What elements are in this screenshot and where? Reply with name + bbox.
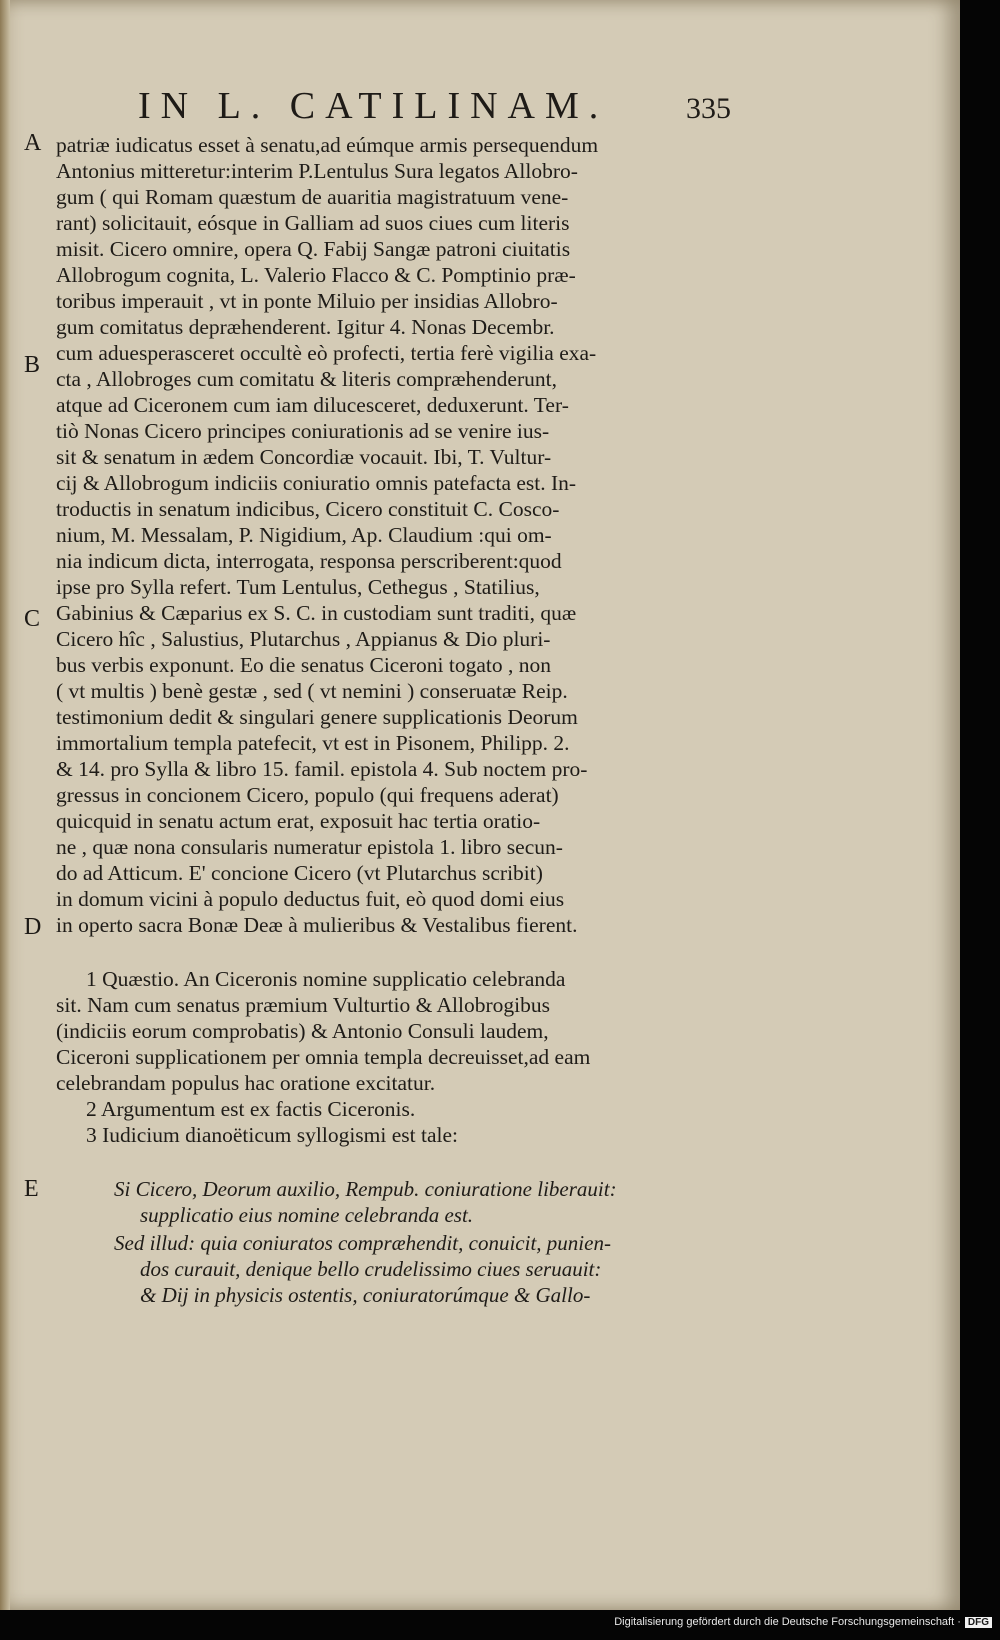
- body-line: ( vt multis ) benè gestæ , sed ( vt nemini ) conseruatæ Reip.: [56, 679, 568, 703]
- body-line: cij & Allobrogum indiciis coniuratio omnis patefacta est. In-: [56, 471, 577, 495]
- body-line: testimonium dedit & singulari genere supplicationis Deorum: [56, 705, 578, 729]
- question-line: 3 Iudicium dianoëticum syllogismi est tale:: [86, 1123, 459, 1147]
- page-edge: [0, 0, 10, 1610]
- body-line: nia indicum dicta, interrogata, responsa perscriberent:quod: [56, 549, 562, 573]
- question-line: (indiciis eorum comprobatis) & Antonio Consuli laudem,: [56, 1019, 549, 1043]
- body-line: & 14. pro Sylla & libro 15. famil. epistola 4. Sub noctem pro-: [56, 757, 588, 781]
- margin-letter-d: D: [24, 914, 42, 940]
- body-line: tiò Nonas Cicero principes coniurationis ad se venire ius-: [56, 419, 550, 443]
- margin-letter-b: B: [24, 352, 41, 378]
- body-line: Allobrogum cognita, L. Valerio Flacco & C. Pomptinio præ-: [56, 263, 576, 287]
- body-line: cta , Allobroges cum comitatu & literis compræhenderunt,: [56, 367, 557, 391]
- body-line: nium, M. Messalam, P. Nigidium, Ap. Claudium :qui om-: [56, 523, 552, 547]
- syllogism-line: Sed illud: quia coniuratos compræhendit, conuicit, punien-: [114, 1231, 611, 1255]
- running-title: IN L. CATILINAM.: [138, 85, 609, 127]
- body-line: bus verbis exponunt. Eo die senatus Ciceroni togato , non: [56, 653, 552, 677]
- body-line: gum comitatus depræhenderent. Igitur 4. Nonas Decembr.: [56, 315, 555, 339]
- margin-letter-a: A: [24, 130, 42, 156]
- syllogism-line: Si Cicero, Deorum auxilio, Rempub. coniuratione liberauit:: [114, 1177, 617, 1201]
- body-line: gressus in concionem Cicero, populo (qui frequens aderat): [56, 783, 559, 807]
- body-line: cum aduesperasceret occultè eò profecti, tertia ferè vigilia exa-: [56, 341, 597, 365]
- body-line: Gabinius & Cæparius ex S. C. in custodiam sunt traditi, quæ: [56, 601, 577, 625]
- question-line: Ciceroni supplicationem per omnia templa decreuisset,ad eam: [56, 1045, 591, 1069]
- page-number: 335: [686, 92, 731, 125]
- body-line: rant) solicitauit, eósque in Galliam ad suos ciues cum literis: [56, 211, 570, 235]
- body-line: atque ad Ciceronem cum iam dilucesceret, deduxerunt. Ter-: [56, 393, 569, 417]
- syllogism-line: & Dij in physicis ostentis, coniuratorúmque & Gallo-: [140, 1283, 591, 1307]
- dfg-logo: DFG: [965, 1617, 992, 1628]
- body-line: troductis in senatum indicibus, Cicero constituit C. Cosco-: [56, 497, 560, 521]
- body-line: do ad Atticum. E' concione Cicero (vt Plutarchus scribit): [56, 861, 543, 885]
- body-line: sit & senatum in ædem Concordiæ vocauit. Ibi, T. Vultur-: [56, 445, 552, 469]
- body-line: Antonius mitteretur:interim P.Lentulus Sura legatos Allobro-: [56, 159, 578, 183]
- digitization-footer: [614, 1616, 992, 1628]
- body-line: immortalium templa patefecit, vt est in Pisonem, Philipp. 2.: [56, 731, 570, 755]
- body-line: in operto sacra Bonæ Deæ à mulieribus & Vestalibus fierent.: [56, 913, 578, 937]
- body-line: ne , quæ nona consularis numeratur epistola 1. libro secun-: [56, 835, 563, 859]
- body-line: quicquid in senatu actum erat, exposuit hac tertia oratio-: [56, 809, 541, 833]
- syllogism-line: dos curauit, denique bello crudelissimo ciues seruauit:: [140, 1257, 602, 1281]
- question-line: sit. Nam cum senatus præmium Vulturtio & Allobrogibus: [56, 993, 550, 1017]
- body-line: ipse pro Sylla refert. Tum Lentulus, Cethegus , Statilius,: [56, 575, 540, 599]
- body-line: Cicero hîc , Salustius, Plutarchus , Appianus & Dio pluri-: [56, 627, 551, 651]
- body-line: patriæ iudicatus esset à senatu,ad eúmque armis persequendum: [56, 133, 599, 157]
- margin-letter-c: C: [24, 606, 41, 632]
- body-line: misit. Cicero omnire, opera Q. Fabij Sangæ patroni ciuitatis: [56, 237, 571, 261]
- syllogism-line: supplicatio eius nomine celebranda est.: [140, 1203, 474, 1227]
- margin-letter-e: E: [24, 1176, 39, 1202]
- body-line: in domum vicini à populo deductus fuit, eò quod domi eius: [56, 887, 565, 911]
- question-line: 2 Argumentum est ex factis Ciceronis.: [86, 1097, 416, 1121]
- question-line: 1 Quæstio. An Ciceronis nomine supplicatio celebranda: [86, 967, 566, 991]
- body-line: gum ( qui Romam quæstum de auaritia magistratuum vene-: [56, 185, 569, 209]
- footer-text: Digitalisierung gefördert durch die Deutsche Forschungsgemeinschaft ·: [614, 1616, 961, 1628]
- body-line: toribus imperauit , vt in ponte Miluio per insidias Allobro-: [56, 289, 558, 313]
- question-line: celebrandam populus hac oratione excitatur.: [56, 1071, 436, 1095]
